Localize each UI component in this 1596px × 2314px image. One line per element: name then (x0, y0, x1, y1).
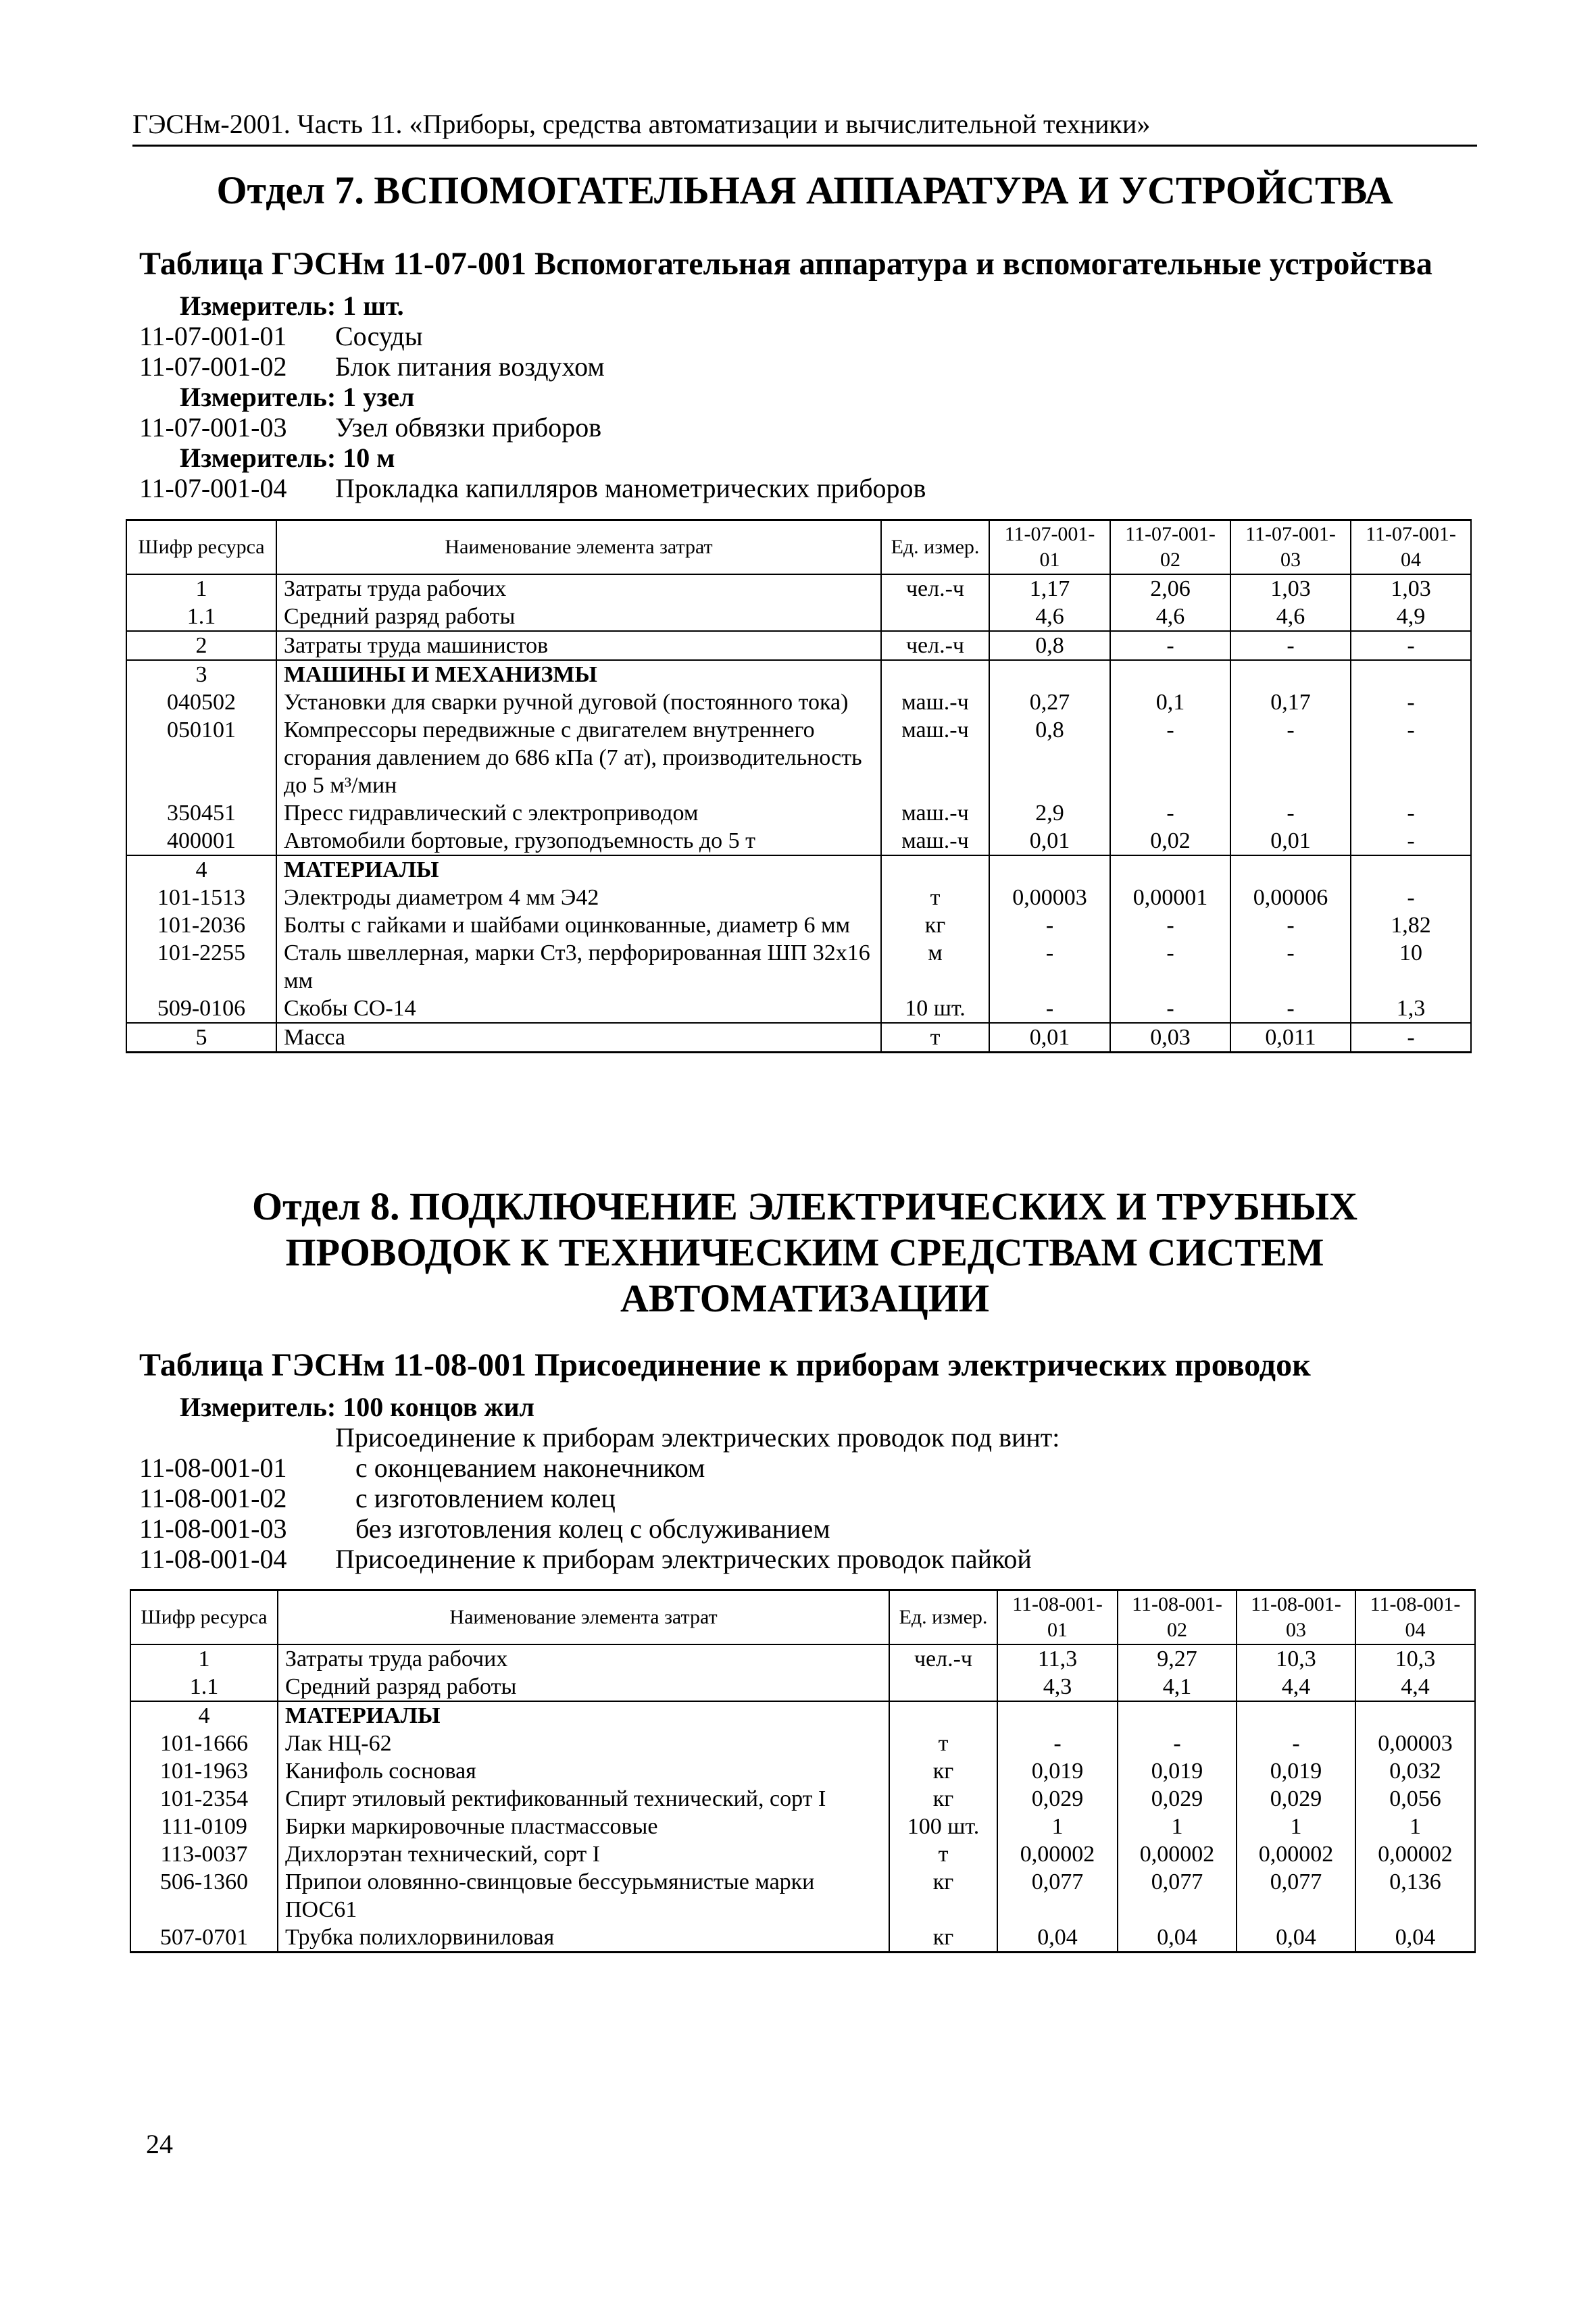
cell-value: - (1110, 911, 1230, 939)
table-row (130, 1923, 1475, 1953)
cell-resource-code: 5 (126, 1023, 276, 1053)
table-row (126, 631, 1471, 660)
cell-value: 0,8 (989, 631, 1110, 660)
cell-resource-code: 506-1360 (130, 1868, 278, 1923)
table-body (130, 1644, 1475, 1953)
cell-value (1351, 660, 1471, 688)
item-text: Блок питания воздухом (335, 351, 605, 382)
cell-value: 0,019 (1118, 1757, 1237, 1785)
cell-value: - (997, 1730, 1118, 1757)
cell-cost-element: МАШИНЫ И МЕХАНИЗМЫ (276, 660, 881, 688)
running-header: ГЭСНм-2001. Часть 11. «Приборы, средства автоматизации и вычислительной техники» (132, 109, 1151, 139)
cell-resource-code: 2 (126, 631, 276, 660)
cell-cost-element: Автомобили бортовые, грузоподъемность до 5 т (276, 827, 881, 855)
cell-resource-code: 113-0037 (130, 1840, 278, 1868)
cell-resource-code: 101-1513 (126, 884, 276, 911)
cell-resource-code: 3 (126, 660, 276, 688)
cell-unit: маш.-ч (881, 799, 989, 827)
table-row (130, 1868, 1475, 1923)
cell-value (1118, 1701, 1237, 1730)
cell-value: - (1351, 688, 1471, 716)
cell-value (1355, 1701, 1475, 1730)
col-header-norm: 11-08-001-03 (1237, 1590, 1355, 1644)
col-header-name: Наименование элемента затрат (276, 520, 881, 574)
cell-resource-code: 101-2354 (130, 1785, 278, 1813)
cell-value (989, 660, 1110, 688)
cell-value: 0,00001 (1110, 884, 1230, 911)
cell-value: 11,3 (997, 1644, 1118, 1673)
cell-value (1351, 855, 1471, 884)
cell-cost-element: Затраты труда рабочих (278, 1644, 889, 1673)
cell-value: - (1351, 827, 1471, 855)
cell-resource-code: 101-2255 (126, 939, 276, 995)
cell-value: - (1351, 631, 1471, 660)
cell-value: - (1110, 716, 1230, 799)
cell-value: 0,00002 (1118, 1840, 1237, 1868)
cell-unit (889, 1673, 997, 1701)
cell-value: 0,01 (1230, 827, 1351, 855)
item-code: 11-07-001-01 (139, 321, 287, 351)
cell-value: - (989, 995, 1110, 1023)
cell-value: - (1230, 631, 1351, 660)
cell-value: - (1230, 716, 1351, 799)
cell-value: 0,00003 (989, 884, 1110, 911)
table-row (130, 1701, 1475, 1730)
cell-value: 0,032 (1355, 1757, 1475, 1785)
cell-value: - (1351, 716, 1471, 799)
cell-value: 0,1 (1110, 688, 1230, 716)
item-code: 11-08-001-02 (139, 1483, 287, 1513)
cell-value: 4,4 (1237, 1673, 1355, 1701)
cell-value: 0,03 (1110, 1023, 1230, 1053)
col-header-unit: Ед. измер. (881, 520, 989, 574)
cell-value: 0,029 (1237, 1785, 1355, 1813)
cell-unit (889, 1701, 997, 1730)
cell-cost-element: Сталь швеллерная, марки Ст3, перфорированная ШП 32х16 мм (276, 939, 881, 995)
col-header-norm: 11-08-001-04 (1355, 1590, 1475, 1644)
cell-value: - (1237, 1730, 1355, 1757)
col-header-name: Наименование элемента затрат (278, 1590, 889, 1644)
table-row (130, 1673, 1475, 1701)
cell-value: 0,077 (1237, 1868, 1355, 1923)
cell-unit: кг (889, 1757, 997, 1785)
col-header-norm: 11-08-001-02 (1118, 1590, 1237, 1644)
cell-resource-code: 507-0701 (130, 1923, 278, 1953)
cell-value: 0,04 (1118, 1923, 1237, 1953)
cell-resource-code: 1 (126, 574, 276, 603)
cell-value: 10,3 (1355, 1644, 1475, 1673)
cell-unit (881, 855, 989, 884)
measure-unit: Измеритель: 1 шт. (180, 291, 404, 321)
table-row (130, 1785, 1475, 1813)
cell-cost-element: Электроды диаметром 4 мм Э42 (276, 884, 881, 911)
item-text: с оконцеванием наконечником (355, 1453, 705, 1483)
table-11-08-001-title: Таблица ГЭСНм 11-08-001 Присоединение к приборам электрических проводок (139, 1347, 1311, 1383)
cell-resource-code: 400001 (126, 827, 276, 855)
cell-value: 0,04 (1355, 1923, 1475, 1953)
cell-value: 0,04 (1237, 1923, 1355, 1953)
section-8-title-line-3: АВТОМАТИЗАЦИИ (620, 1276, 989, 1320)
cell-value: 1,17 (989, 574, 1110, 603)
cell-value: 0,019 (997, 1757, 1118, 1785)
item-text: без изготовления колец с обслуживанием (355, 1513, 830, 1544)
cell-value: 1 (997, 1813, 1118, 1840)
measure-unit: Измеритель: 10 м (180, 443, 395, 473)
cell-value: 1 (1355, 1813, 1475, 1840)
table-row (130, 1840, 1475, 1868)
cell-cost-element: Болты с гайками и шайбами оцинкованные, диаметр 6 мм (276, 911, 881, 939)
page-number: 24 (146, 2129, 173, 2159)
cell-value: 0,01 (989, 1023, 1110, 1053)
cell-value: 1,03 (1351, 574, 1471, 603)
cell-value: - (1230, 799, 1351, 827)
cell-unit: чел.-ч (881, 631, 989, 660)
col-header-code: Шифр ресурса (126, 520, 276, 574)
table-row (130, 1813, 1475, 1840)
cell-value: - (1110, 939, 1230, 995)
table-row (126, 716, 1471, 799)
cell-value: - (1230, 911, 1351, 939)
cell-value: 1 (1237, 1813, 1355, 1840)
col-header-norm: 11-07-001-04 (1351, 520, 1471, 574)
cell-value: - (989, 939, 1110, 995)
cell-cost-element: Средний разряд работы (278, 1673, 889, 1701)
cell-value: 0,00006 (1230, 884, 1351, 911)
cell-cost-element: Компрессоры передвижные с двигателем внутреннего сгорания давлением до 686 кПа (7 ат), производительность до 5 м³/мин (276, 716, 881, 799)
cell-unit: маш.-ч (881, 827, 989, 855)
cell-value (1230, 660, 1351, 688)
table-row (130, 1730, 1475, 1757)
cell-value (989, 855, 1110, 884)
cell-value: 2,06 (1110, 574, 1230, 603)
cell-resource-code: 111-0109 (130, 1813, 278, 1840)
cell-value: 0,01 (989, 827, 1110, 855)
cell-value (1110, 660, 1230, 688)
table-row (126, 995, 1471, 1023)
col-header-code: Шифр ресурса (130, 1590, 278, 1644)
cell-resource-code: 101-2036 (126, 911, 276, 939)
cell-value: 0,029 (997, 1785, 1118, 1813)
cell-resource-code: 040502 (126, 688, 276, 716)
col-header-unit: Ед. измер. (889, 1590, 997, 1644)
table-row (126, 1023, 1471, 1053)
cell-value: 4,6 (1110, 603, 1230, 631)
cell-cost-element: МАТЕРИАЛЫ (276, 855, 881, 884)
resource-table-11-08-001 (130, 1589, 1476, 1953)
table-row (126, 939, 1471, 995)
cell-value: 1,82 (1351, 911, 1471, 939)
cell-value: 0,077 (1118, 1868, 1237, 1923)
cell-unit: маш.-ч (881, 688, 989, 716)
cell-value: 4,1 (1118, 1673, 1237, 1701)
cell-cost-element: Припои оловянно-свинцовые бессурьмянистые марки ПОС61 (278, 1868, 889, 1923)
cell-value: - (1110, 799, 1230, 827)
cell-value: 0,02 (1110, 827, 1230, 855)
cell-value: - (1351, 884, 1471, 911)
cell-value: 4,6 (989, 603, 1110, 631)
table-11-07-001-title: Таблица ГЭСНм 11-07-001 Вспомогательная аппаратура и вспомогательные устройства (139, 246, 1432, 282)
table-row (126, 603, 1471, 631)
cell-value: 9,27 (1118, 1644, 1237, 1673)
cell-value: 0,029 (1118, 1785, 1237, 1813)
cell-unit: т (881, 1023, 989, 1053)
item-code: 11-08-001-04 (139, 1544, 287, 1574)
cell-value: - (989, 911, 1110, 939)
cell-value: 2,9 (989, 799, 1110, 827)
cell-value: 10,3 (1237, 1644, 1355, 1673)
cell-resource-code: 1.1 (130, 1673, 278, 1701)
item-text: Узел обвязки приборов (335, 412, 602, 443)
section-8-title-line-1: Отдел 8. ПОДКЛЮЧЕНИЕ ЭЛЕКТРИЧЕСКИХ И ТРУБНЫХ (252, 1184, 1357, 1228)
table-body (126, 574, 1471, 1053)
measure-unit: Измеритель: 100 концов жил (180, 1392, 534, 1422)
cell-value: 0,27 (989, 688, 1110, 716)
item-text: с изготовлением колец (355, 1483, 616, 1513)
item-code: 11-08-001-01 (139, 1453, 287, 1483)
item-code: 11-07-001-04 (139, 473, 287, 503)
cell-resource-code: 1 (130, 1644, 278, 1673)
cell-cost-element: Масса (276, 1023, 881, 1053)
cell-value: 0,136 (1355, 1868, 1475, 1923)
cell-value: 0,00002 (997, 1840, 1118, 1868)
cell-value: 0,00002 (1237, 1840, 1355, 1868)
header-rule (132, 145, 1477, 147)
cell-unit: чел.-ч (889, 1644, 997, 1673)
cell-cost-element: Пресс гидравлический с электроприводом (276, 799, 881, 827)
table-row (130, 1644, 1475, 1673)
cell-cost-element: Установки для сварки ручной дуговой (постоянного тока) (276, 688, 881, 716)
cell-value (997, 1701, 1118, 1730)
cell-resource-code: 4 (126, 855, 276, 884)
item-code: 11-08-001-03 (139, 1513, 287, 1544)
cell-resource-code: 101-1963 (130, 1757, 278, 1785)
col-header-norm: 11-08-001-01 (997, 1590, 1118, 1644)
table-row (126, 884, 1471, 911)
cell-cost-element: Затраты труда машинистов (276, 631, 881, 660)
cell-resource-code: 050101 (126, 716, 276, 799)
cell-unit (881, 603, 989, 631)
table-row (130, 1757, 1475, 1785)
cell-unit (881, 660, 989, 688)
section-8-title-line-2: ПРОВОДОК К ТЕХНИЧЕСКИМ СРЕДСТВАМ СИСТЕМ (285, 1230, 1324, 1274)
cell-resource-code: 101-1666 (130, 1730, 278, 1757)
cell-value: 0,019 (1237, 1757, 1355, 1785)
cell-value: - (1351, 799, 1471, 827)
col-header-norm: 11-07-001-01 (989, 520, 1110, 574)
cell-unit: 100 шт. (889, 1813, 997, 1840)
table-row (126, 827, 1471, 855)
cell-value: 0,04 (997, 1923, 1118, 1953)
item-text: Присоединение к приборам электрических проводок пайкой (335, 1544, 1032, 1574)
cell-cost-element: Средний разряд работы (276, 603, 881, 631)
table-row (126, 574, 1471, 603)
cell-unit: т (881, 884, 989, 911)
section-7-title: Отдел 7. ВСПОМОГАТЕЛЬНАЯ АППАРАТУРА И УСТРОЙСТВА (216, 168, 1393, 212)
cell-resource-code: 509-0106 (126, 995, 276, 1023)
item-text: Сосуды (335, 321, 423, 351)
cell-value: 4,4 (1355, 1673, 1475, 1701)
resource-table-11-07-001 (126, 519, 1472, 1053)
cell-unit: т (889, 1730, 997, 1757)
col-header-norm: 11-07-001-03 (1230, 520, 1351, 574)
table-row (126, 855, 1471, 884)
cell-resource-code: 350451 (126, 799, 276, 827)
cell-cost-element: Лак НЦ-62 (278, 1730, 889, 1757)
cell-value (1110, 855, 1230, 884)
cell-value: - (1230, 995, 1351, 1023)
cell-cost-element: Скобы СО-14 (276, 995, 881, 1023)
cell-resource-code: 1.1 (126, 603, 276, 631)
cell-value: 0,00002 (1355, 1840, 1475, 1868)
cell-cost-element: Затраты труда рабочих (276, 574, 881, 603)
cell-unit: т (889, 1840, 997, 1868)
cell-value: 4,9 (1351, 603, 1471, 631)
table-row (126, 799, 1471, 827)
cell-value: - (1230, 939, 1351, 995)
cell-unit: маш.-ч (881, 716, 989, 799)
cell-value: 0,077 (997, 1868, 1118, 1923)
cell-value (1230, 855, 1351, 884)
cell-unit: 10 шт. (881, 995, 989, 1023)
cell-value: 1,3 (1351, 995, 1471, 1023)
cell-unit: кг (881, 911, 989, 939)
table-row (126, 660, 1471, 688)
cell-value: 4,6 (1230, 603, 1351, 631)
item-code: 11-07-001-02 (139, 351, 287, 382)
cell-unit: кг (889, 1785, 997, 1813)
cell-unit: м (881, 939, 989, 995)
cell-value: - (1351, 1023, 1471, 1053)
table-row (126, 688, 1471, 716)
cell-cost-element: Бирки маркировочные пластмассовые (278, 1813, 889, 1840)
item-code: 11-07-001-03 (139, 412, 287, 443)
cell-value: - (1110, 631, 1230, 660)
cell-value: 4,3 (997, 1673, 1118, 1701)
cell-value: - (1118, 1730, 1237, 1757)
measure-unit: Измеритель: 1 узел (180, 382, 415, 412)
cell-value (1237, 1701, 1355, 1730)
cell-resource-code: 4 (130, 1701, 278, 1730)
col-header-norm: 11-07-001-02 (1110, 520, 1230, 574)
cell-value: 10 (1351, 939, 1471, 995)
cell-value: 0,056 (1355, 1785, 1475, 1813)
cell-value: 0,8 (989, 716, 1110, 799)
cell-value: 0,011 (1230, 1023, 1351, 1053)
cell-value: 0,00003 (1355, 1730, 1475, 1757)
cell-cost-element: Канифоль сосновая (278, 1757, 889, 1785)
cell-value: 1,03 (1230, 574, 1351, 603)
item-text: Прокладка капилляров манометрических приборов (335, 473, 926, 503)
cell-unit: кг (889, 1923, 997, 1953)
cell-value: 1 (1118, 1813, 1237, 1840)
cell-unit: чел.-ч (881, 574, 989, 603)
cell-cost-element: МАТЕРИАЛЫ (278, 1701, 889, 1730)
cell-value: - (1110, 995, 1230, 1023)
cell-unit: кг (889, 1868, 997, 1923)
cell-cost-element: Дихлорэтан технический, сорт I (278, 1840, 889, 1868)
cell-cost-element: Спирт этиловый ректификованный технический, сорт I (278, 1785, 889, 1813)
cell-cost-element: Трубка полихлорвиниловая (278, 1923, 889, 1953)
table-row (126, 911, 1471, 939)
item-group-intro: Присоединение к приборам электрических проводок под винт: (335, 1422, 1060, 1453)
cell-value: 0,17 (1230, 688, 1351, 716)
